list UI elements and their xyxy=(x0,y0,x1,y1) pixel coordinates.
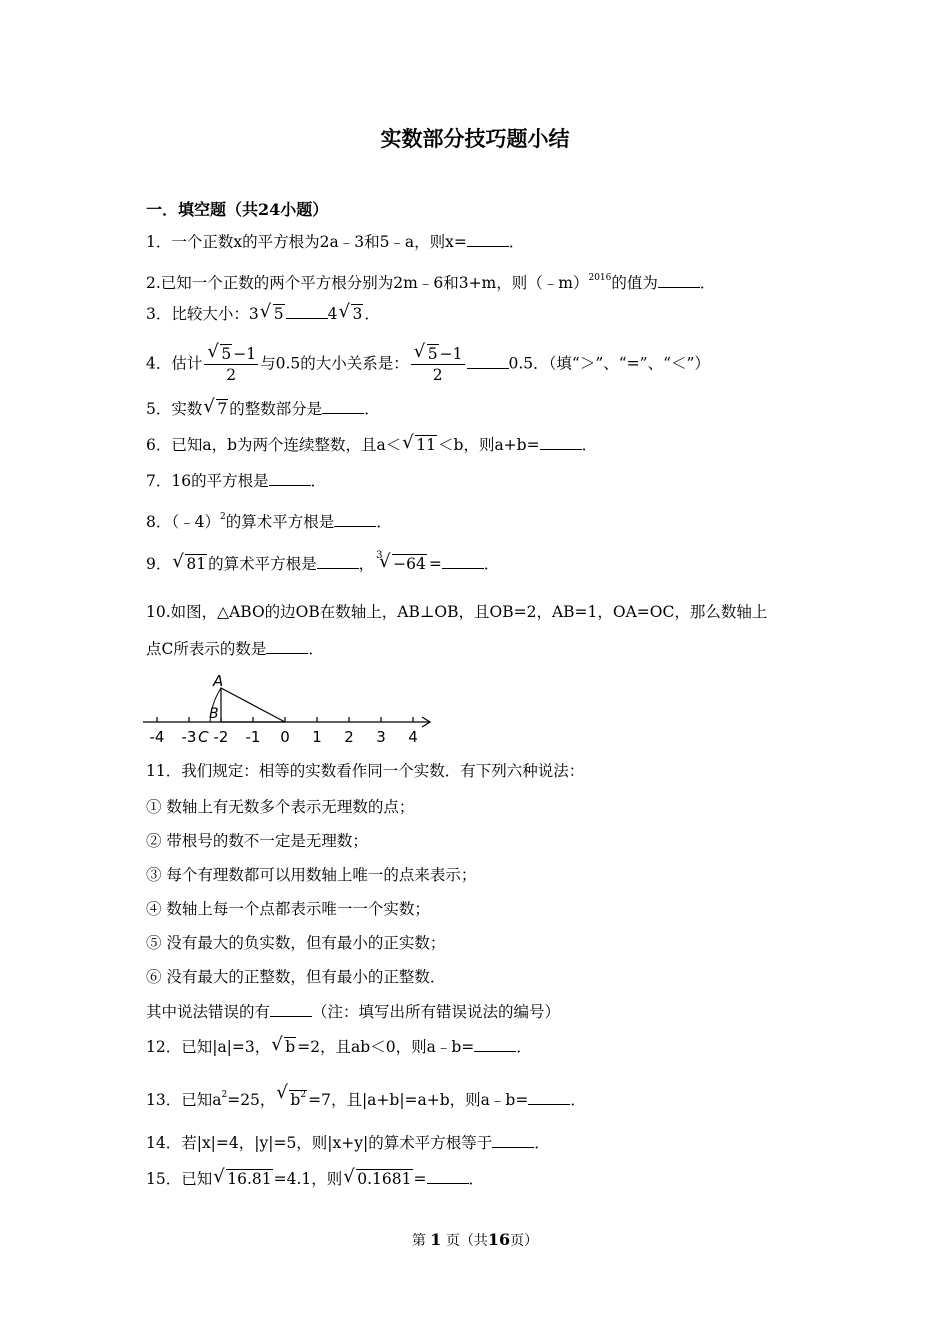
question-10: 10.如图，△ABO的边OB在数轴上，AB⊥OB，且OB=2，AB=1，OA=OC，那么数轴上 xyxy=(146,603,768,621)
question-11-answer: 其中说法错误的有 （注：填写出所有错误说法的编号） xyxy=(146,1003,561,1021)
answer-blank[interactable] xyxy=(427,1169,469,1184)
document-title: 实数部分技巧题小结 xyxy=(380,126,570,151)
label-c: C xyxy=(198,728,209,746)
sqrt-expression: √ $b^2$ xyxy=(276,1085,307,1110)
answer-blank[interactable] xyxy=(334,512,376,527)
question-6: 6．已知a，b为两个连续整数，且a＜√ 11 ＜b，则a+b= ． xyxy=(146,435,597,455)
axis-ticks xyxy=(157,717,413,722)
axis-tick-label: 0 xyxy=(280,728,290,746)
answer-blank[interactable] xyxy=(467,354,509,369)
label-a: A xyxy=(213,672,224,690)
question-15: 15．已知√ 16.81 =4.1，则√ 0.1681 = ． xyxy=(146,1169,484,1189)
answer-blank[interactable] xyxy=(269,471,311,486)
question-13: 13．已知$a^2=25$，√ $b^2 =7$，且|a+b|=a+b，则a﹣b= ． xyxy=(146,1085,586,1110)
current-page-number: 1 xyxy=(430,1230,442,1249)
question-10-cont: 点C所表示的数是 ． xyxy=(146,640,324,658)
question-1: 1．一个正数x的平方根为2a﹣3和5﹣a，则x= ． xyxy=(146,233,525,251)
answer-blank[interactable] xyxy=(266,639,308,654)
axis-tick-label: -1 xyxy=(245,728,261,746)
axis-tick-label: 2 xyxy=(344,728,354,746)
question-8: 8．（﹣4）$^2$的算术平方根是 ． xyxy=(146,512,392,531)
triangle-abo xyxy=(221,688,285,722)
section-heading: 一．填空题（共24小题） xyxy=(146,200,329,219)
question-2: 2.已知一个正数的两个平方根分别为2m﹣6和3+m，则（﹣m）$^{2016}$的值为 ． xyxy=(146,273,716,292)
question-5: 5．实数√ 7 的整数部分是 ． xyxy=(146,399,380,419)
answer-blank[interactable] xyxy=(540,435,582,450)
question-11: 11．我们规定：相等的实数看作同一个实数．有下列六种说法： xyxy=(146,762,585,780)
axis-tick-labels xyxy=(150,728,418,746)
sqrt-expression: √ 0.1681 xyxy=(343,1169,412,1189)
sqrt-expression: √ 3 xyxy=(338,304,363,324)
axis-tick-label: -2 xyxy=(213,728,229,746)
axis-tick-label: 1 xyxy=(312,728,322,746)
axis-tick-label: -4 xyxy=(149,728,165,746)
sqrt-expression: √ 11 xyxy=(402,435,437,455)
question-7: 7．16的平方根是 ． xyxy=(146,472,327,490)
answer-blank[interactable] xyxy=(474,1037,516,1052)
fraction: √ $\frac{5 -1}{2}$ xyxy=(411,344,465,385)
answer-blank[interactable] xyxy=(467,232,509,247)
total-pages: 16 xyxy=(487,1230,511,1249)
sqrt-expression: √ 81 xyxy=(172,554,207,574)
fraction: √ $\frac{5 -1}{2}$ xyxy=(204,344,258,385)
axis-tick-label: 3 xyxy=(376,728,386,746)
number-line-figure xyxy=(140,672,440,746)
sqrt-expression: √ 5 xyxy=(260,304,285,324)
statement-2: ② 带根号的数不一定是无理数； xyxy=(146,832,368,850)
question-14: 14．若|x|=4，|y|=5，则|x+y|的算术平方根等于 ． xyxy=(146,1134,550,1152)
statement-3: ③ 每个有理数都可以用数轴上唯一的点来表示； xyxy=(146,866,477,884)
axis-tick-label: -3 xyxy=(181,728,197,746)
question-9: 9．√ 81 的算术平方根是 ， √ 3 −64 = ． xyxy=(146,554,499,574)
statement-4: ④ 数轴上每一个点都表示唯一一个实数； xyxy=(146,900,430,918)
answer-blank[interactable] xyxy=(528,1090,570,1105)
label-b: B xyxy=(209,706,219,722)
answer-blank[interactable] xyxy=(270,1002,312,1017)
answer-blank[interactable] xyxy=(286,304,328,319)
page-footer: 第 1 页（共16页） xyxy=(411,1230,539,1249)
answer-blank[interactable] xyxy=(442,554,484,569)
answer-blank[interactable] xyxy=(658,273,700,288)
question-12: 12．已知|a|=3，√ b =2，且ab＜0，则a﹣b= ． xyxy=(146,1037,532,1057)
sqrt-expression: √ b xyxy=(271,1037,296,1057)
statement-1: ① 数轴上有无数多个表示无理数的点； xyxy=(146,798,415,816)
question-4: 4．估计 √ $\frac{5 -1}{2}$ 与0.5的大小关系是： √ $\frac{5 -1}{2}$ 0.5．（填“＞”、“=”、“＜”） xyxy=(146,344,710,385)
statement-6: ⑥ 没有最大的正整数，但有最小的正整数． xyxy=(146,968,446,986)
answer-blank[interactable] xyxy=(492,1133,534,1148)
cube-root-expression: √ 3 −64 xyxy=(376,554,427,574)
sqrt-expression: √ 7 xyxy=(203,399,228,419)
statement-5: ⑤ 没有最大的负实数，但有最小的正实数； xyxy=(146,934,446,952)
axis-tick-label: 4 xyxy=(408,728,418,746)
answer-blank[interactable] xyxy=(322,399,364,414)
question-3: 3．比较大小：3√ 5 4√ 3 ． xyxy=(146,304,380,324)
sqrt-expression: √ 16.81 xyxy=(213,1169,272,1189)
answer-blank[interactable] xyxy=(317,554,359,569)
